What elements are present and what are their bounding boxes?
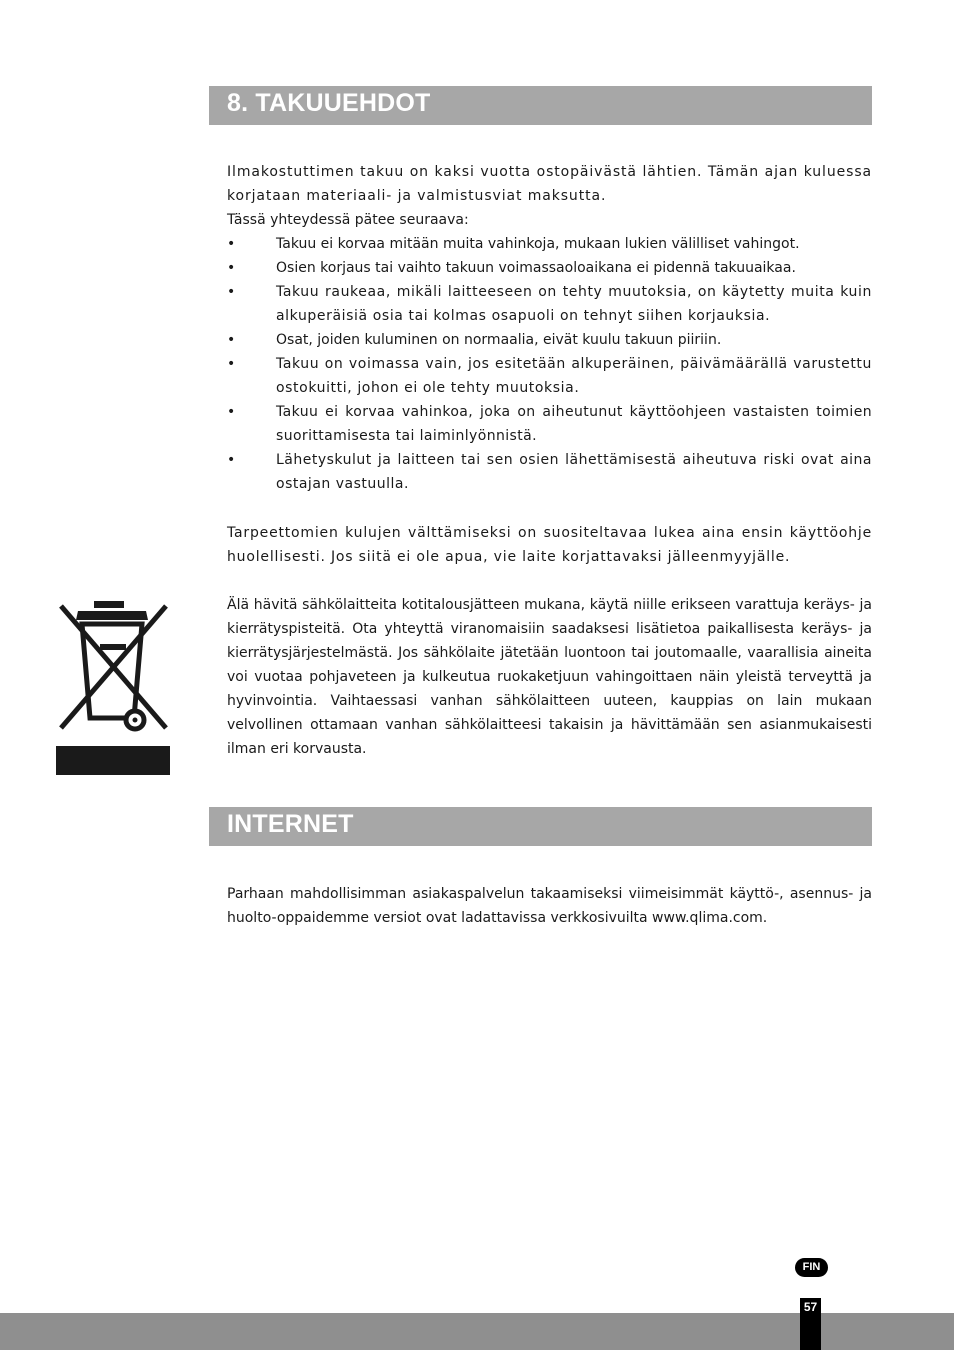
- warranty-terms: [227, 160, 872, 496]
- page-number: 57: [800, 1298, 821, 1350]
- warranty-conditions-list: [227, 232, 872, 496]
- list-item: • Lähetyskulut ja laitteen tai sen osien lähettämisestä aiheutuva riski ovat aina ostajan vastuulla.: [227, 448, 872, 496]
- list-item: • Takuu ei korvaa vahinkoa, joka on aiheutunut käyttöohjeen vastaisten toimien suorittamisesta tai laiminlyönnistä.: [227, 400, 872, 448]
- language-badge: FIN: [795, 1258, 828, 1277]
- advice-paragraph: Tarpeettomien kulujen välttämiseksi on suositeltavaa lukea aina ensin käyttöohje huolellisesti. Jos siitä ei ole apua, vie laite korjattavaksi jälleenmyyjälle.: [227, 525, 872, 565]
- list-item: • Osat, joiden kuluminen on normaalia, eivät kuulu takuun piiriin.: [227, 328, 872, 352]
- internet-paragraph: Parhaan mahdollisimman asiakaspalvelun takaamiseksi viimeisimmät käyttö-, asennus- ja huolto-oppaidemme versiot ovat ladattavissa verkkosivuilta www.qlima.com.: [227, 886, 872, 926]
- section-header-internet: [209, 807, 872, 846]
- section-title: 8. TAKUUEHDOT: [227, 89, 431, 117]
- section-title: INTERNET: [227, 810, 354, 838]
- crossed-out-wheeled-bin-icon: [56, 598, 170, 775]
- list-item: • Takuu raukeaa, mikäli laitteeseen on tehty muutoksia, on käytetty muita kuin alkuperäisiä osia tai kolmas osapuoli on tehnyt siihen korjauksia.: [227, 280, 872, 328]
- warranty-conditions-lead: Tässä yhteydessä pätee seuraava:: [227, 212, 469, 228]
- advice-paragraph-block: [227, 521, 872, 569]
- disposal-paragraph-block: [227, 593, 872, 761]
- warranty-intro: Ilmakostuttimen takuu on kaksi vuotta ostopäivästä lähtien. Tämän ajan kuluessa korjataan materiaali- ja valmistusviat maksutta.: [227, 164, 872, 204]
- list-item: • Takuu ei korvaa mitään muita vahinkoja, mukaan lukien välilliset vahingot.: [227, 232, 872, 256]
- section-header-takuuehdot: [209, 86, 872, 125]
- disposal-paragraph: Älä hävitä sähkölaitteita kotitalousjätteen mukana, käytä niille erikseen varattuja keräys- ja kierrätyspisteitä. Ota yhteyttä viranomaisiin saadaksesi lisätietoa paikallisesta keräys- ja kierrätysjärjestelmästä. Jos sähkölaite jätetään luontoon tai joutomaalle, vaarallisia aineita voi vuotaa pohjaveteen ja kulkeutua ruokaketjuun vahingoittaen näin yleistä terveyttä ja hyvinvointia. Vaihtaessasi vanhan sähkölaitteen uuteen, kauppias on lain mukaan velvollinen ottamaan vanhan sähkölaitteesi takaisin ja hävittämään sen asianmukaisesti ilman eri korvausta.: [227, 597, 872, 757]
- list-item: • Takuu on voimassa vain, jos esitetään alkuperäinen, päivämäärällä varustettu ostokuitti, johon ei ole tehty muutoksia.: [227, 352, 872, 400]
- list-item: • Osien korjaus tai vaihto takuun voimassaoloaikana ei pidennä takuuaikaa.: [227, 256, 872, 280]
- internet-paragraph-block: [227, 882, 872, 930]
